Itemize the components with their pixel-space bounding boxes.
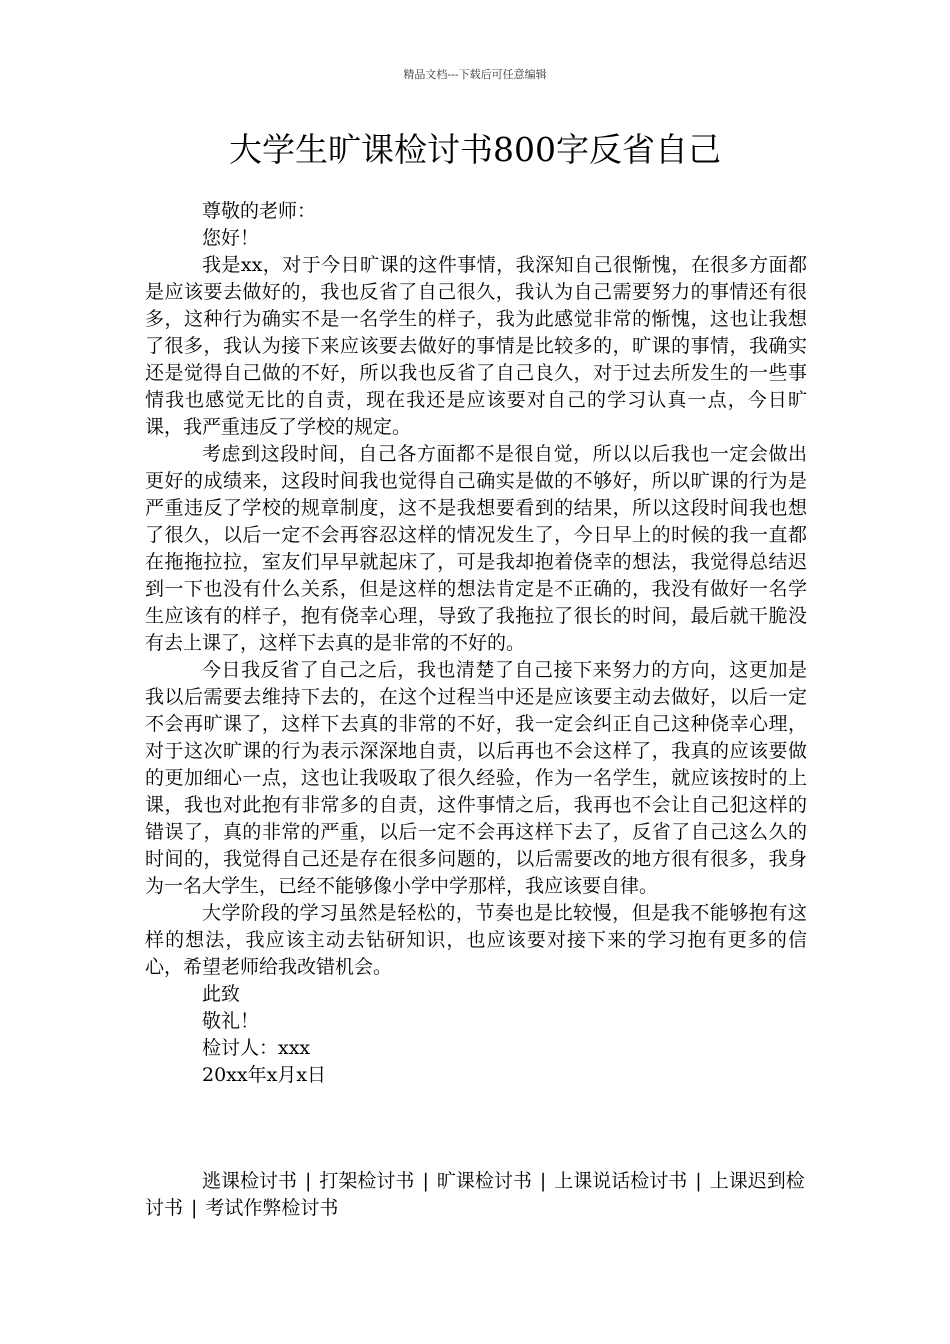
link-separator: | [695, 1170, 702, 1192]
page-header: 精品文档---下载后可任意编辑 [403, 68, 547, 81]
closing-line-1: 此致 [202, 983, 241, 1005]
signer: 检讨人：xxx [202, 1037, 311, 1059]
paragraph-4: 大学阶段的学习虽然是轻松的，节奏也是比较慢，但是我不能够抱有这样的想法，我应该主动去钻研知识，也应该要对接下来的学习抱有更多的信心，希望老师给我改错机会。 [145, 902, 807, 978]
paragraph-1: 我是xx，对于今日旷课的这件事情，我深知自己很惭愧，在很多方面都是应该要去做好的，我也反省了自己很久，我认为自己需要努力的事情还有很多，这种行为确实不是一名学生的样子，我为此感觉非常的惭愧，这也让我想了很多，我认为接下来应该要去做好的事情是比较多的，旷课的事情，我确实还是觉得自己做的不好，所以我也反省了自己良久，对于过去所发生的一些事情我也感觉无比的自责，现在我还是应该要对自己的学习认真一点，今日旷课，我严重违反了学校的规定。 [145, 254, 807, 438]
page-title: 大学生旷课检讨书800字反省自己 [229, 130, 721, 169]
salutation: 尊敬的老师： [202, 200, 317, 222]
greeting: 您好！ [202, 227, 260, 249]
link-separator: | [539, 1170, 547, 1192]
link-fighting[interactable]: 打架检讨书 [319, 1170, 415, 1192]
link-separator: | [305, 1170, 312, 1192]
link-exam-cheating[interactable]: 考试作弊检讨书 [205, 1197, 339, 1219]
paragraph-2: 考虑到这段时间，自己各方面都不是很自觉，所以以后我也一定会做出更好的成绩来，这段时间我也觉得自己确实是做的不够好，所以旷课的行为是严重违反了学校的规章制度，这不是我想要看到的结果，所以这段时间我也想了很久，以后一定不会再容忍这样的情况发生了，今日早上的时候的我一直都在拖拖拉拉，室友们早早就起床了，可是我却抱着侥幸的想法，我觉得总结迟到一下也没有什么关系，但是这样的想法肯定是不正确的，我没有做好一名学生应该有的样子，抱有侥幸心理，导致了我拖拉了很长的时间，最后就干脆没有去上课了，这样下去真的是非常的不好的。 [145, 443, 807, 654]
link-talking-in-class[interactable]: 上课说话检讨书 [554, 1170, 688, 1192]
link-separator: | [422, 1170, 429, 1192]
date: 20xx年x月x日 [202, 1064, 327, 1086]
link-separator: | [191, 1197, 198, 1219]
related-links [145, 1168, 807, 1222]
link-truancy[interactable]: 旷课检讨书 [436, 1170, 532, 1192]
link-skip-class[interactable]: 逃课检讨书 [202, 1170, 298, 1192]
letter-body [145, 198, 807, 1089]
paragraph-3: 今日我反省了自己之后，我也清楚了自己接下来努力的方向，这更加是我以后需要去维持下去的，在这个过程当中还是应该要主动去做好，以后一定不会再旷课了，这样下去真的非常的不好，我一定会纠正自己这种侥幸心理，对于这次旷课的行为表示深深地自责，以后再也不会这样了，我真的应该要做的更加细心一点，这也让我吸取了很久经验，作为一名学生，就应该按时的上课，我也对此抱有非常多的自责，这件事情之后，我再也不会让自己犯这样的错误了，真的非常的严重，以后一定不会再这样下去了，反省了自己这么久的时间的，我觉得自己还是存在很多问题的，以后需要改的地方很有很多，我身为一名大学生，已经不能够像小学中学那样，我应该要自律。 [145, 659, 807, 897]
closing-line-2: 敬礼！ [202, 1010, 260, 1032]
link-late-to-class[interactable]: 上课迟到检讨书 [145, 1170, 805, 1219]
